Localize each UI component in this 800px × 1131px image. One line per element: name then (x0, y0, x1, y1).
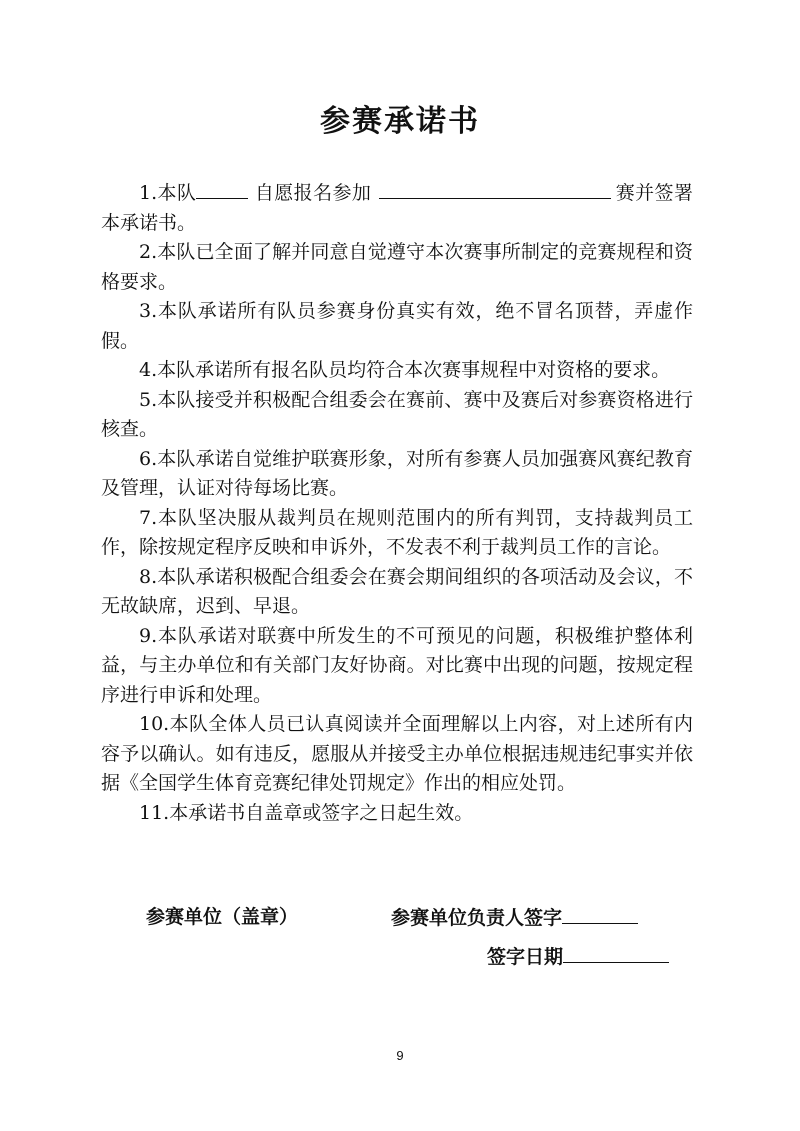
commitment-item-11: 11.本承诺书自盖章或签字之日起生效。 (139, 801, 474, 824)
team-name-blank[interactable] (196, 178, 248, 199)
commitment-item-5: 5.本队接受并积极配合组委会在赛前、赛中及赛后对参赛资格进行核查。 (101, 388, 693, 440)
commitment-item-6: 6.本队承诺自觉维护联赛形象，对所有参赛人员加强赛风赛纪教育及管理，认证对待每场比赛。 (101, 447, 693, 499)
commitment-list (101, 178, 693, 828)
commitment-item-7: 7.本队坚决服从裁判员在规则范围内的所有判罚，支持裁判员工作，除按规定程序反映和申诉外，不发表不利于裁判员工作的言论。 (101, 506, 693, 558)
date-label: 签字日期 (487, 946, 564, 968)
date-blank[interactable] (563, 942, 669, 963)
unit-seal-label: 参赛单位（盖章） (146, 906, 299, 928)
commitment-item-2: 2.本队已全面了解并同意自觉遵守本次赛事所制定的竞赛规程和资格要求。 (101, 241, 693, 293)
commitment-item-4: 4.本队承诺所有报名队员均符合本次赛事规程中对资格的要求。 (139, 359, 671, 381)
signer-label: 参赛单位负责人签字 (391, 907, 563, 929)
commitment-item-10: 10.本队全体人员已认真阅读并全面理解以上内容，对上述所有内容予以确认。如有违反，愿服从并接受主办单位根据违规违纪事实并依据《全国学生体育竞赛纪律处罚规定》作出的相应处罚。 (101, 713, 693, 794)
item-1-prefix: 1.本队 (139, 182, 197, 204)
commitment-item-9: 9.本队承诺对联赛中所发生的不可预见的问题，积极维护整体利益，与主办单位和有关部门友好协商。对比赛中出现的问题，按规定程序进行申诉和处理。 (101, 624, 693, 706)
item-1-suffix: 赛并签署本承诺书。 (101, 182, 693, 234)
commitment-item-8: 8.本队承诺积极配合组委会在赛会期间组织的各项活动及会议，不无故缺席，迟到、早退。 (101, 565, 693, 617)
document-title: 参赛承诺书 (320, 104, 480, 139)
item-1-middle: 自愿报名参加 (254, 182, 372, 204)
event-name-blank[interactable] (379, 178, 611, 199)
commitment-item-1 (101, 178, 693, 238)
signer-row (391, 903, 638, 932)
page-number: 9 (396, 1048, 404, 1063)
signer-blank[interactable] (562, 903, 638, 924)
commitment-item-3: 3.本队承诺所有队员参赛身份真实有效，绝不冒名顶替，弄虚作假。 (101, 300, 693, 352)
date-row (487, 942, 669, 971)
